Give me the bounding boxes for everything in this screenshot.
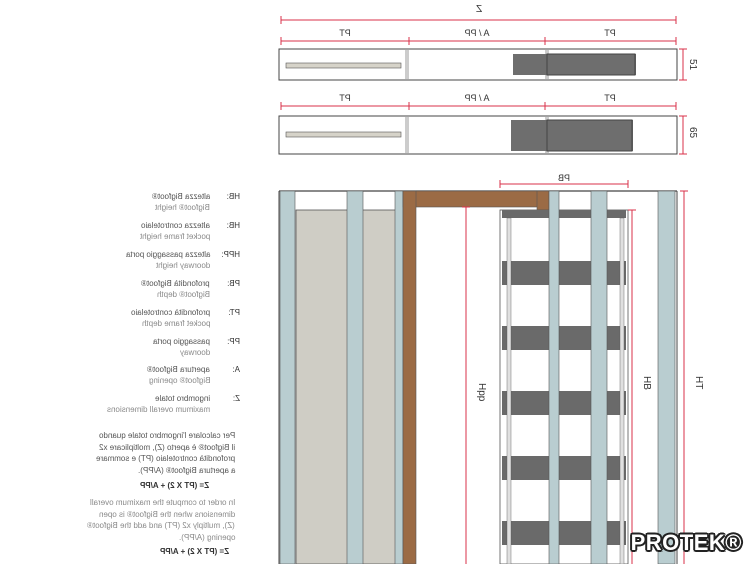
wall-51-label: 51 [687, 59, 698, 71]
legend-en: maximum overall dimensions [106, 405, 210, 414]
pt-right-label: PT [604, 28, 616, 38]
legend-en: Bigfoot® depth [156, 290, 210, 299]
plan-view-65 [279, 93, 698, 154]
pt-left-label: PT [339, 28, 351, 38]
note-italian [80, 430, 235, 476]
legend-en: doorway height [155, 261, 210, 270]
note-it-line: profondità controtelaio (PT) e sommare [95, 454, 235, 463]
legend-it: ingombro totale [154, 394, 210, 403]
plan-view-51 [279, 28, 698, 80]
formula-english: Z= (PT X 2) + A/PP [160, 547, 230, 556]
elevation-view [279, 173, 704, 564]
legend-item [80, 337, 240, 361]
legend-it: profondità controtelaio [130, 308, 210, 317]
note-it-line: a apertura Bigfoot® (A/PP). [137, 465, 235, 475]
legend-code: PB: [227, 279, 240, 288]
pt-right-label-2: PT [604, 93, 616, 103]
legend-item [80, 250, 240, 274]
legend-code: PT: [228, 308, 240, 317]
legend-item [80, 394, 240, 418]
hb-label: HB [641, 376, 652, 390]
wall-65-label: 65 [687, 127, 698, 139]
legend-code: HPP: [221, 250, 240, 259]
legend-en: Bigfoot® opening [148, 376, 210, 385]
hpp-label: Hpp [476, 383, 487, 402]
z-dimension [281, 4, 676, 24]
note-it-line: il Bigfoot® è aperto (Z), moltiplicare x2 [98, 442, 235, 452]
legend-en: pocket frame height [139, 232, 210, 241]
formula-italian: Z= (PT X 2) + A/PP [140, 481, 210, 490]
legend-item [80, 365, 240, 389]
legend-en: doorway [179, 348, 210, 357]
legend-it: profondità Bigfoot® [141, 279, 210, 288]
note-it-line: Per calcolare l'ingombro totale quando [98, 431, 235, 440]
legend-item [80, 308, 240, 332]
pb-label: PB [557, 173, 571, 183]
note-en-line: opening (A/PP). [178, 532, 235, 542]
a-pp-label: A / PP [464, 28, 490, 38]
legend-en: Bigfoot® height [155, 203, 210, 212]
pt-left-label-2: PT [339, 93, 351, 103]
note-en-line: dimensions when the Bigfoot® is open [98, 509, 235, 519]
legend-en: pocket frame depth [141, 319, 210, 328]
legend-it: passaggio porta [153, 337, 210, 346]
legend-item [80, 192, 240, 216]
legend-code: A: [232, 365, 240, 374]
ht-label: HT [693, 376, 704, 390]
brand-logo: PROTEK® [630, 530, 742, 555]
legend-it: apertura Bigfoot® [147, 365, 210, 374]
legend-it: altezza controtelaio [141, 221, 210, 230]
legend-item [80, 221, 240, 245]
legend-code: HB: [226, 221, 240, 230]
legend-item [80, 279, 240, 303]
legend-it: altezza Bigfoot® [151, 192, 210, 201]
legend-code: PP: [227, 337, 240, 346]
legend-it: altezza passaggio porta [125, 250, 210, 259]
z-label: Z [475, 4, 483, 15]
note-en-line: In order to compute the maximum overall [89, 498, 235, 507]
note-english [80, 497, 235, 543]
note-en-line: (Z), multiply x2 (PT) and add the Bigfoot® [87, 521, 235, 530]
legend-code: Z: [232, 394, 240, 403]
a-pp-label-2: A / PP [464, 93, 490, 103]
legend-code: HB: [226, 192, 240, 201]
